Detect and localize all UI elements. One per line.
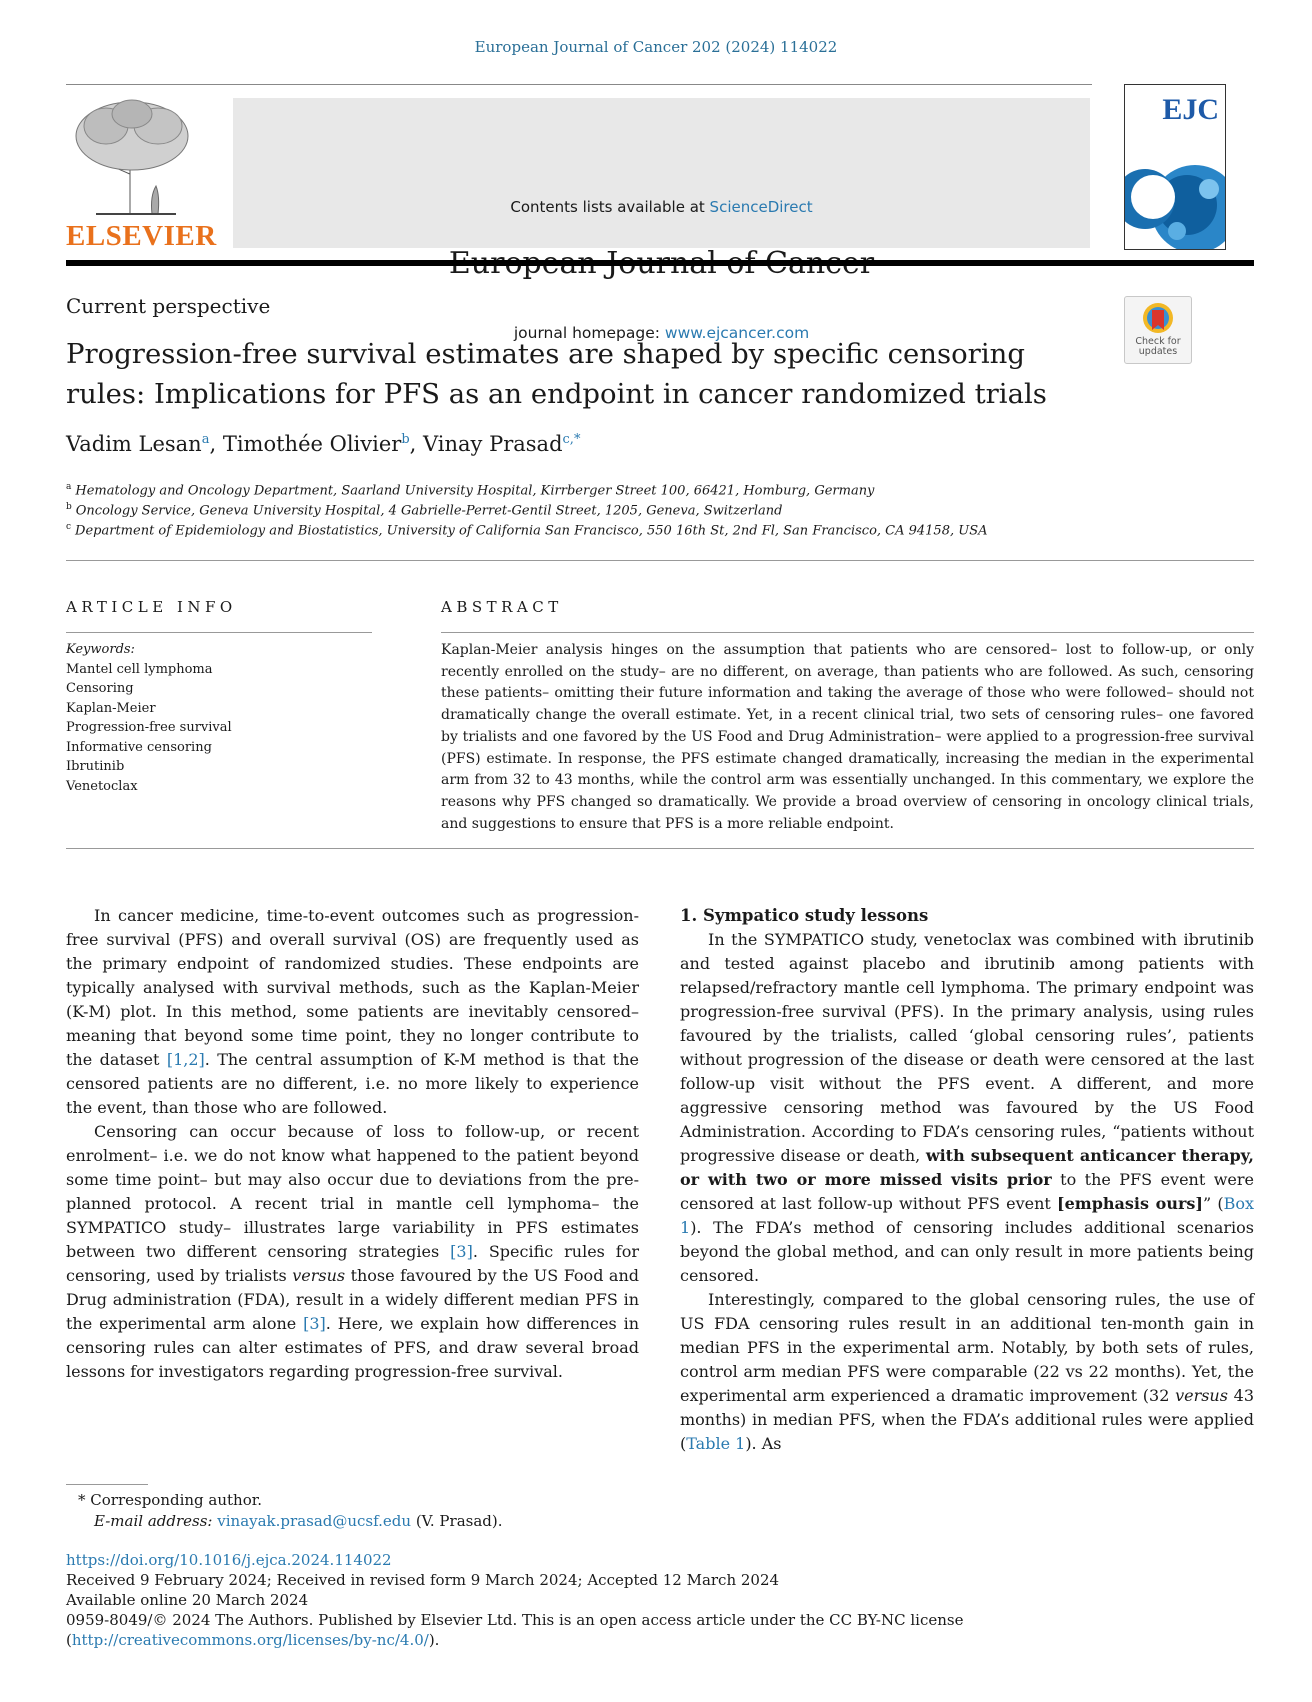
author-affil-marker[interactable]: c,*	[562, 432, 581, 447]
author-name[interactable]: Vadim Lesan	[66, 432, 202, 456]
author-affil-marker[interactable]: b	[401, 432, 410, 447]
keyword-item: Mantel cell lymphoma	[66, 661, 213, 677]
author-name[interactable]: Timothée Olivier	[222, 432, 402, 456]
body-paragraph: Censoring can occur because of loss to follow-up, or recent enrolment– i.e. we do not know what happened to the patient beyond some time point– but may also occur due to deviations from the pre-planned protocol. A recent trial in mantle cell lymphoma– the SYMPATICO study– illustrates large variability in PFS estimates between two different censoring strategies [3]. Specific rules for censoring, used by trialists versus those favoured by the US Food and Drug administration (FDA), result in a widely different median PFS in the experimental arm alone [3]. Here, we explain how differences in censoring rules can alter estimates of PFS, and draw several broad lessons for investigators regarding progression-free survival.	[66, 1122, 640, 1381]
article-info-heading: ARTICLE INFO	[66, 598, 237, 616]
body-paragraph: Interestingly, compared to the global censoring rules, the use of US FDA censoring rules result in an additional ten-month gain in median PFS in the experimental arm. Notably, by both sets of rules, control arm median PFS were comparable (22 vs 22 months). Yet, the experimental arm experienced a dramatic improvement (32 versus 43 months) in median PFS, when the FDA’s additional rules were applied (Table 1). As	[680, 1290, 1254, 1453]
check-for-updates-label: Check for updates	[1135, 336, 1181, 357]
citation-link[interactable]: [3]	[450, 1242, 473, 1261]
body-paragraph: In the SYMPATICO study, venetoclax was combined with ibrutinib and tested against placebo and ibrutinib among patients with relapsed/refractory mantle cell lymphoma. The primary endpoint was progression-free survival (PFS). In the primary analysis, using rules favoured by the trialists, called ‘global censoring rules’, patients without progression of the disease or death were censored at the last follow-up visit without the PFS event. A different, and more aggressive censoring method was favoured by the US Food Administration. According to FDA’s censoring rules, “patients without progressive disease or death, with subsequent anticancer therapy, or with two or more missed visits prior to the PFS event were censored at last follow-up without PFS event [emphasis ours]” (Box 1). The FDA’s method of censoring includes additional scenarios beyond the global method, and can only result in more patients being censored.	[680, 930, 1255, 1285]
elsevier-wordmark: ELSEVIER	[66, 220, 217, 252]
journal-cover[interactable]	[1124, 84, 1226, 250]
body-paragraph: In cancer medicine, time-to-event outcomes such as progression-free survival (PFS) and overall survival (OS) are frequently used as the primary endpoint of randomized studies. These endpoints are typically analysed with survival methods, such as the Kaplan-Meier (K-M) plot. In this method, some patients are inevitably censored– meaning that beyond some time point, they no longer contribute to the dataset [1,2]. The central assumption of K-M method is that the censored patients are no different, i.e. no more likely to experience the event, than those who are followed.	[66, 906, 639, 1117]
sciencedirect-link[interactable]: ScienceDirect	[709, 198, 813, 216]
available-online: Available online 20 March 2024	[66, 1591, 309, 1609]
homepage-link[interactable]: www.ejcancer.com	[664, 324, 810, 342]
header-rule	[66, 84, 1092, 85]
abstract-rule	[441, 632, 1254, 633]
cover-art-icon	[1125, 159, 1225, 249]
body-left-column	[66, 904, 639, 1384]
author-name[interactable]: Vinay Prasad	[423, 432, 563, 456]
header-thick-rule	[66, 260, 1254, 266]
author-affil-marker[interactable]: a	[201, 432, 210, 447]
article-title: Progression-free survival estimates are shaped by specific censoring rules: Implications for PFS as an endpoint in cancer randomized trials	[66, 338, 1047, 410]
body-right-column	[680, 904, 1254, 1456]
email-link[interactable]: vinayak.prasad@ucsf.edu	[217, 1512, 412, 1530]
article-info-rule	[66, 632, 372, 633]
keyword-item: Ibrutinib	[66, 759, 125, 774]
keyword-item: Censoring	[66, 681, 134, 696]
section-heading: 1. Sympatico study lessons	[680, 906, 929, 925]
abstract-heading: ABSTRACT	[441, 598, 563, 616]
affiliation: $^c$ Department of Epidemiology and Biostatistics, University of California San Francisco, 550 16th St, 2nd Fl, San Francisco, CA 94158, USA	[66, 522, 988, 539]
affiliation: $^a$ Hematology and Oncology Department, Saarland University Hospital, Kirrberger Street 100, 66421, Homburg, Germany	[66, 482, 875, 499]
section-rule	[66, 560, 1254, 561]
keyword-item: Kaplan-Meier	[66, 700, 156, 716]
table-link[interactable]: Table 1	[686, 1434, 746, 1453]
journal-banner	[233, 98, 1090, 342]
article-type: Current perspective	[66, 294, 271, 318]
footnote-rule	[66, 1484, 148, 1485]
box-link[interactable]: Box 1	[680, 1194, 1255, 1237]
contents-line: Contents lists available at ScienceDirect	[510, 198, 813, 216]
keywords-block	[66, 640, 232, 796]
corresponding-author-footnote: * Corresponding author. E-mail address: vinayak.prasad@ucsf.edu (V. Prasad).	[78, 1491, 503, 1530]
citation-link[interactable]: [3]	[303, 1314, 326, 1333]
elsevier-tree-icon	[66, 96, 200, 216]
affiliation: $^b$ Oncology Service, Geneva University Hospital, 4 Gabrielle-Perret-Gentil Street, 1205, Geneva, Switzerland	[66, 502, 783, 519]
keyword-item: Progression-free survival	[66, 720, 232, 735]
keywords-label: Keywords:	[66, 642, 135, 657]
author-list: Vadim Lesan$^a$, Timothée Olivier$^b$, Vinay Prasad$^{c,*}$	[66, 432, 581, 456]
check-for-updates-button[interactable]	[1124, 296, 1192, 364]
bookmark-icon	[1138, 300, 1178, 340]
elsevier-logo	[66, 96, 217, 252]
citation-link[interactable]: [1,2]	[166, 1050, 205, 1069]
license-link[interactable]: http://creativecommons.org/licenses/by-nc/4.0/	[71, 1631, 429, 1649]
cover-title: EJC	[1162, 93, 1219, 126]
keyword-item: Venetoclax	[66, 778, 138, 794]
license-line: 0959-8049/© 2024 The Authors. Published by Elsevier Ltd. This is an open access article under the CC BY-NC license (http://creativecommons.org/licenses/by-nc/4.0/).	[66, 1611, 964, 1649]
keyword-item: Informative censoring	[66, 739, 212, 755]
abstract-text: Kaplan-Meier analysis hinges on the assumption that patients who are censored– lost to follow-up, or only recently enrolled on the study– are no different, on average, than patients who are followed. As such, censoring these patients– omitting their future information and taking the average of those who were followed– should not dramatically change the overall estimate. Yet, in a recent clinical trial, two sets of censoring rules– one favored by trialists and one favored by the US Food and Drug Administration– were applied to a progression-free survival (PFS) estimate. In response, the PFS estimate changed dramatically, increasing the median in the experimental arm from 32 to 43 months, while the control arm was essentially unchanged. In this commentary, we explore the reasons why PFS changed so dramatically. We provide a broad overview of censoring in oncology clinical trials, and suggestions to ensure that PFS is a more reliable endpoint.	[441, 642, 1254, 832]
homepage-line: journal homepage: www.ejcancer.com	[513, 324, 810, 342]
history-dates: Received 9 February 2024; Received in revised form 9 March 2024; Accepted 12 March 2024	[66, 1571, 780, 1589]
article-metadata	[66, 1550, 1254, 1650]
doi-link[interactable]: https://doi.org/10.1016/j.ejca.2024.114022	[66, 1551, 392, 1569]
journal-reference: European Journal of Cancer 202 (2024) 114022	[474, 38, 838, 56]
abstract-bottom-rule	[66, 848, 1254, 849]
